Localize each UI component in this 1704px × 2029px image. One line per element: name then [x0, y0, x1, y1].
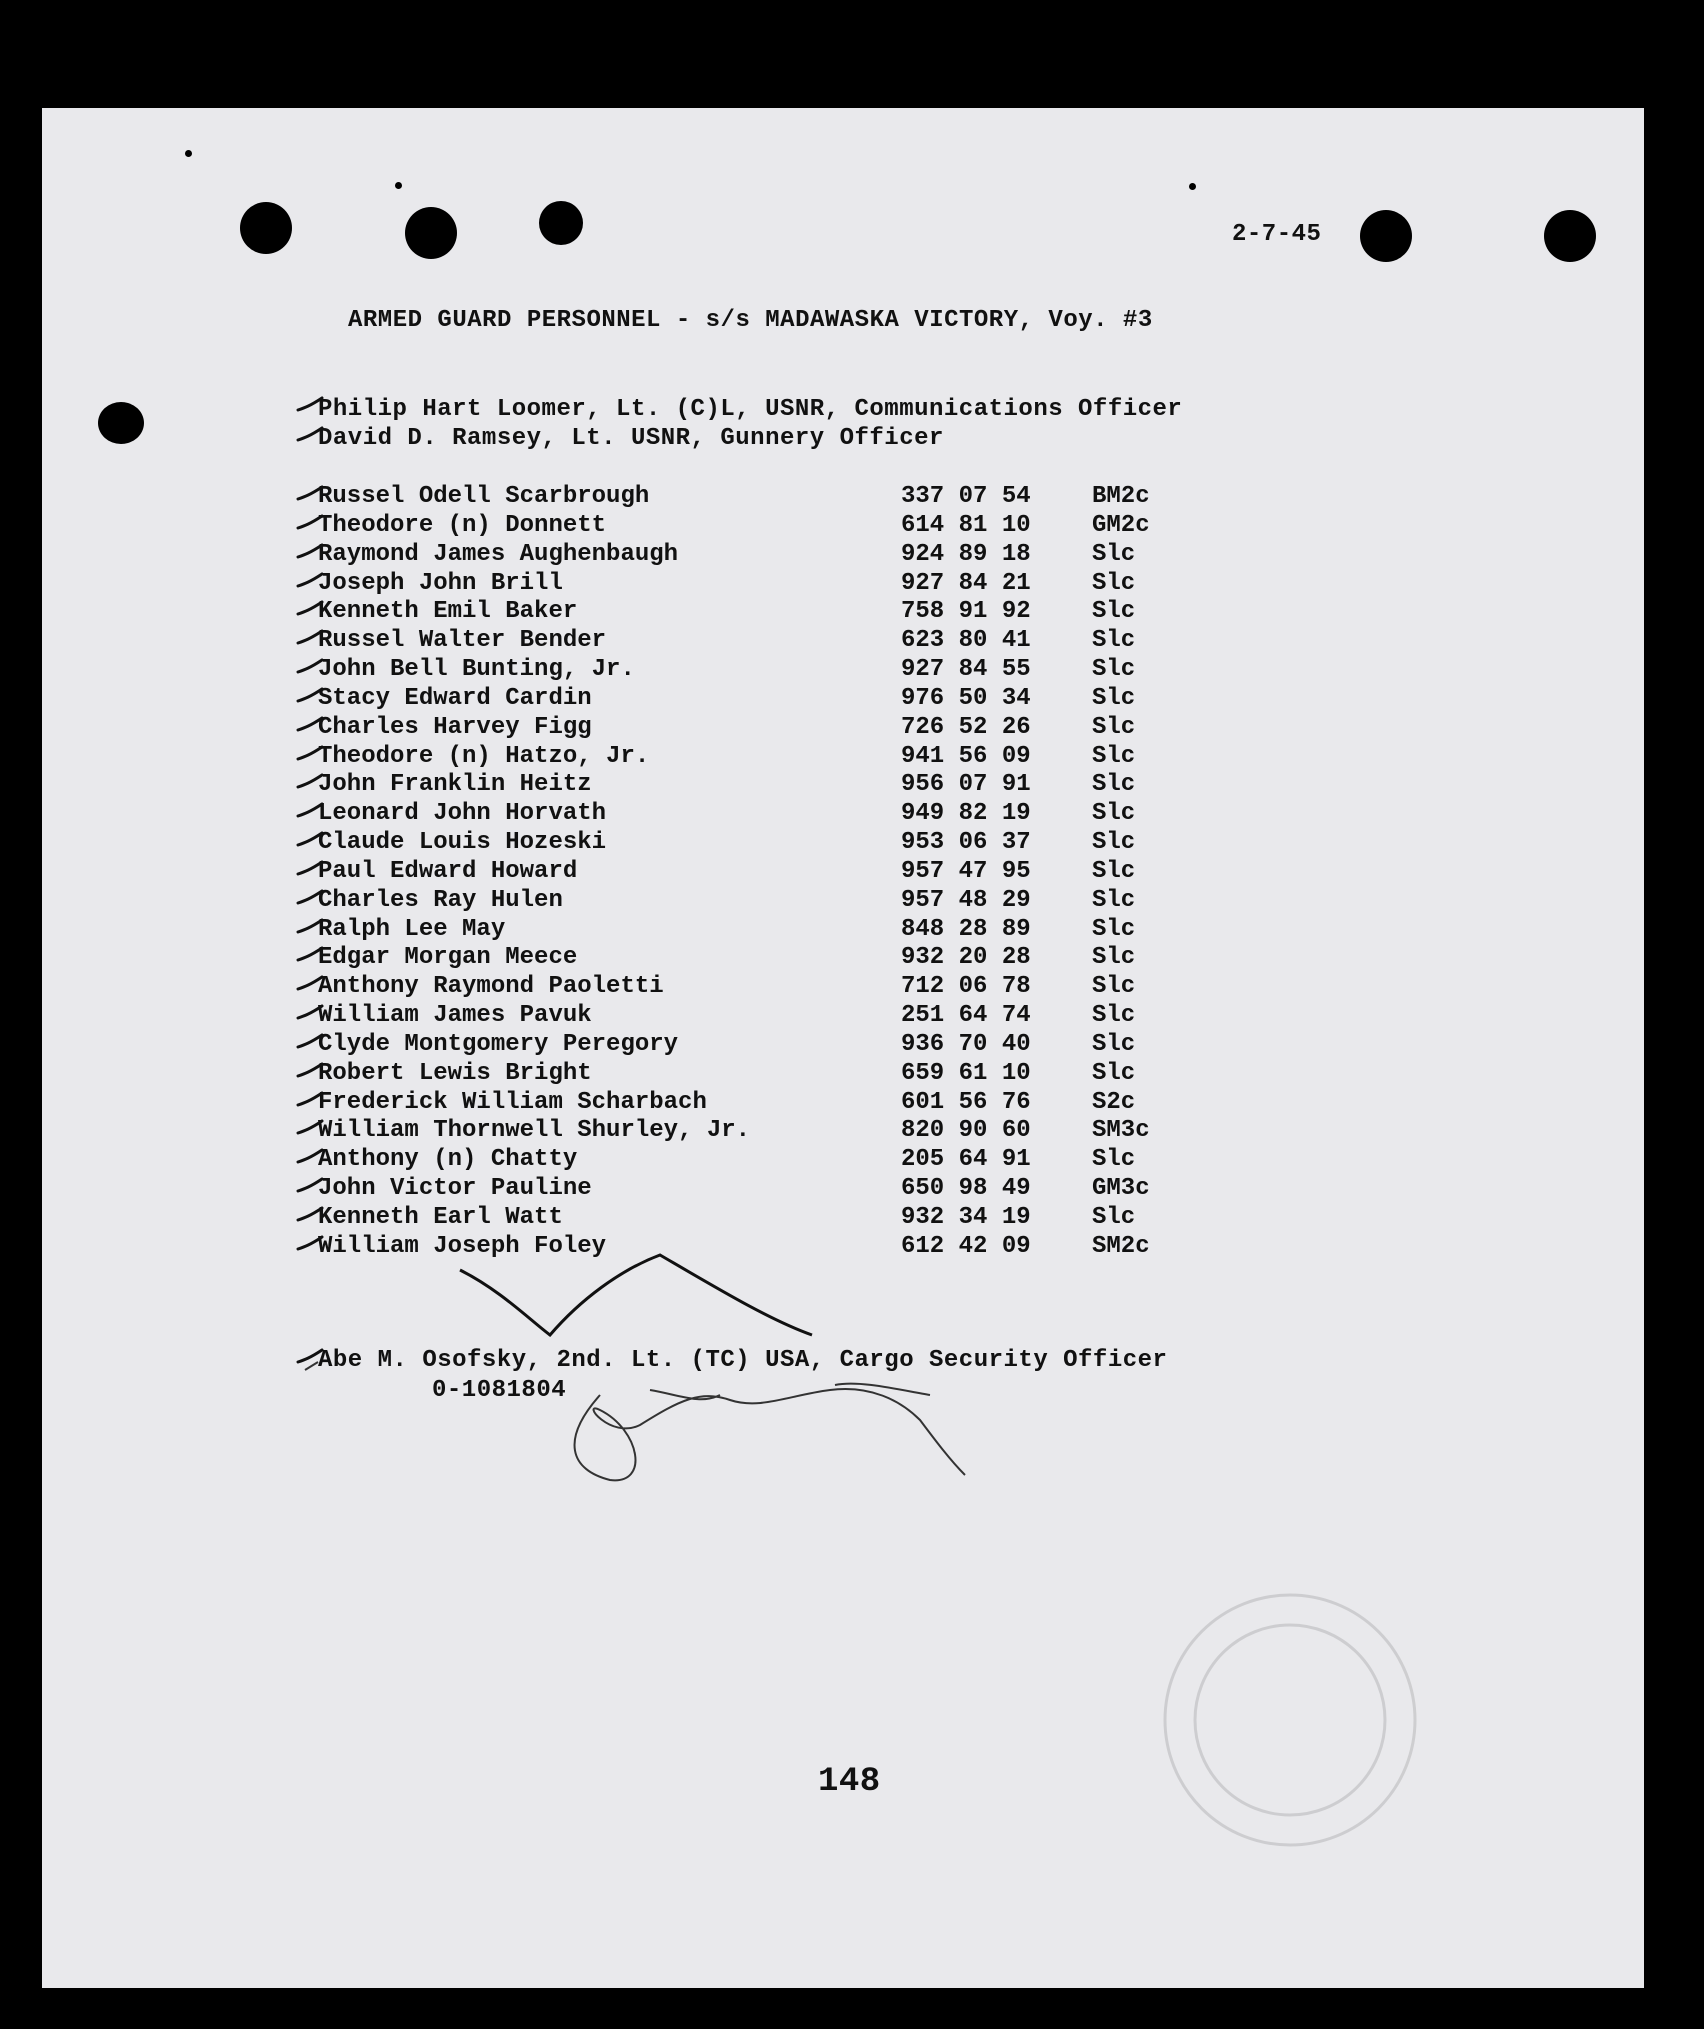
crew-serial: 976 50 34 [901, 685, 1031, 712]
crew-serial: 953 06 37 [901, 829, 1031, 856]
crew-serial: 205 64 91 [901, 1146, 1031, 1173]
crew-serial: 949 82 19 [901, 800, 1031, 827]
check-tick [298, 1093, 322, 1105]
crew-serial: 726 52 26 [901, 714, 1031, 741]
check-tick [298, 718, 322, 730]
crew-name: Clyde Montgomery Peregory [318, 1031, 679, 1058]
crew-serial: 623 80 41 [901, 627, 1031, 654]
crew-rate: Slc [1092, 771, 1136, 798]
check-tick [298, 487, 322, 499]
crew-rate: Slc [1092, 570, 1136, 597]
crew-serial: 957 47 95 [901, 858, 1031, 885]
bracket-mark [460, 1255, 812, 1335]
crew-serial: 337 07 54 [901, 483, 1031, 510]
check-tick [298, 1179, 322, 1191]
check-tick [298, 1150, 322, 1162]
security-officer-line: Abe M. Osofsky, 2nd. Lt. (TC) USA, Cargo Security Officer [318, 1347, 1168, 1374]
crew-rate: Slc [1092, 743, 1136, 770]
officer-line: David D. Ramsey, Lt. USNR, Gunnery Officer [318, 425, 944, 452]
crew-name: Joseph John Brill [318, 570, 563, 597]
crew-name: Robert Lewis Bright [318, 1060, 592, 1087]
check-tick [298, 516, 322, 528]
check-tick [298, 1350, 322, 1362]
check-tick [298, 775, 322, 787]
crew-serial: 612 42 09 [901, 1233, 1031, 1260]
crew-name: Edgar Morgan Meece [318, 944, 578, 971]
crew-name: Russel Odell Scarbrough [318, 483, 650, 510]
crew-rate: Slc [1092, 598, 1136, 625]
check-tick [298, 1237, 322, 1249]
crew-name: Frederick William Scharbach [318, 1089, 707, 1116]
crew-rate: Slc [1092, 714, 1136, 741]
check-tick [298, 948, 322, 960]
crew-name: Leonard John Horvath [318, 800, 607, 827]
crew-name: William Joseph Foley [318, 1233, 607, 1260]
crew-serial: 932 34 19 [901, 1204, 1031, 1231]
crew-rate: Slc [1092, 944, 1136, 971]
check-tick [298, 920, 322, 932]
check-tick [298, 660, 322, 672]
crew-rate: Slc [1092, 685, 1136, 712]
crew-rate: Slc [1092, 541, 1136, 568]
document-title: ARMED GUARD PERSONNEL - s/s MADAWASKA VICTORY, Voy. #3 [348, 307, 1153, 334]
crew-serial: 941 56 09 [901, 743, 1031, 770]
check-tick [298, 428, 322, 440]
crew-rate: Slc [1092, 973, 1136, 1000]
faint-stamp [1165, 1595, 1415, 1845]
crew-serial: 659 61 10 [901, 1060, 1031, 1087]
crew-serial: 932 20 28 [901, 944, 1031, 971]
crew-rate: Slc [1092, 656, 1136, 683]
crew-rate: GM2c [1092, 512, 1150, 539]
crew-name: Charles Ray Hulen [318, 887, 563, 914]
crew-rate: Slc [1092, 1146, 1136, 1173]
crew-name: Charles Harvey Figg [318, 714, 592, 741]
crew-serial: 251 64 74 [901, 1002, 1031, 1029]
check-tick [298, 689, 322, 701]
crew-rate: Slc [1092, 829, 1136, 856]
crew-serial: 650 98 49 [901, 1175, 1031, 1202]
crew-name: Stacy Edward Cardin [318, 685, 592, 712]
crew-name: Theodore (n) Hatzo, Jr. [318, 743, 650, 770]
crew-rate: Slc [1092, 1031, 1136, 1058]
check-tick [298, 833, 322, 845]
crew-rate: Slc [1092, 887, 1136, 914]
check-tick [298, 804, 322, 816]
crew-serial: 936 70 40 [901, 1031, 1031, 1058]
crew-rate: SM3c [1092, 1117, 1150, 1144]
check-tick [298, 545, 322, 557]
check-tick [298, 1006, 322, 1018]
crew-name: William James Pavuk [318, 1002, 592, 1029]
signature [305, 1362, 965, 1480]
crew-rate: SM2c [1092, 1233, 1150, 1260]
crew-rate: Slc [1092, 627, 1136, 654]
document-date: 2-7-45 [1232, 221, 1322, 248]
crew-rate: Slc [1092, 916, 1136, 943]
check-tick [298, 862, 322, 874]
check-tick [298, 574, 322, 586]
crew-name: William Thornwell Shurley, Jr. [318, 1117, 751, 1144]
crew-serial: 848 28 89 [901, 916, 1031, 943]
check-tick [298, 1208, 322, 1220]
crew-name: Raymond James Aughenbaugh [318, 541, 679, 568]
crew-name: Theodore (n) Donnett [318, 512, 607, 539]
security-officer-serial: 0-1081804 [432, 1377, 567, 1404]
crew-serial: 614 81 10 [901, 512, 1031, 539]
crew-serial: 956 07 91 [901, 771, 1031, 798]
check-tick [298, 631, 322, 643]
crew-name: Claude Louis Hozeski [318, 829, 607, 856]
crew-name: Paul Edward Howard [318, 858, 578, 885]
check-tick [298, 1121, 322, 1133]
crew-name: John Victor Pauline [318, 1175, 592, 1202]
check-tick [298, 602, 322, 614]
check-tick [298, 1035, 322, 1047]
crew-name: Ralph Lee May [318, 916, 506, 943]
crew-name: Anthony Raymond Paoletti [318, 973, 664, 1000]
crew-rate: Slc [1092, 1204, 1136, 1231]
check-tick [298, 747, 322, 759]
crew-serial: 957 48 29 [901, 887, 1031, 914]
crew-rate: Slc [1092, 800, 1136, 827]
crew-serial: 758 91 92 [901, 598, 1031, 625]
crew-rate: S2c [1092, 1089, 1136, 1116]
crew-name: Kenneth Earl Watt [318, 1204, 563, 1231]
crew-serial: 927 84 21 [901, 570, 1031, 597]
crew-name: John Bell Bunting, Jr. [318, 656, 635, 683]
crew-rate: BM2c [1092, 483, 1150, 510]
check-tick [298, 398, 322, 410]
crew-name: Anthony (n) Chatty [318, 1146, 578, 1173]
crew-rate: GM3c [1092, 1175, 1150, 1202]
crew-serial: 601 56 76 [901, 1089, 1031, 1116]
crew-serial: 712 06 78 [901, 973, 1031, 1000]
page-number: 148 [818, 1763, 881, 1801]
crew-rate: Slc [1092, 858, 1136, 885]
crew-serial: 820 90 60 [901, 1117, 1031, 1144]
crew-rate: Slc [1092, 1060, 1136, 1087]
check-tick [298, 891, 322, 903]
crew-name: John Franklin Heitz [318, 771, 592, 798]
crew-rate: Slc [1092, 1002, 1136, 1029]
crew-serial: 927 84 55 [901, 656, 1031, 683]
crew-name: Russel Walter Bender [318, 627, 607, 654]
officer-line: Philip Hart Loomer, Lt. (C)L, USNR, Communications Officer [318, 396, 1183, 423]
check-tick [298, 977, 322, 989]
check-tick [298, 1064, 322, 1076]
crew-name: Kenneth Emil Baker [318, 598, 578, 625]
crew-serial: 924 89 18 [901, 541, 1031, 568]
